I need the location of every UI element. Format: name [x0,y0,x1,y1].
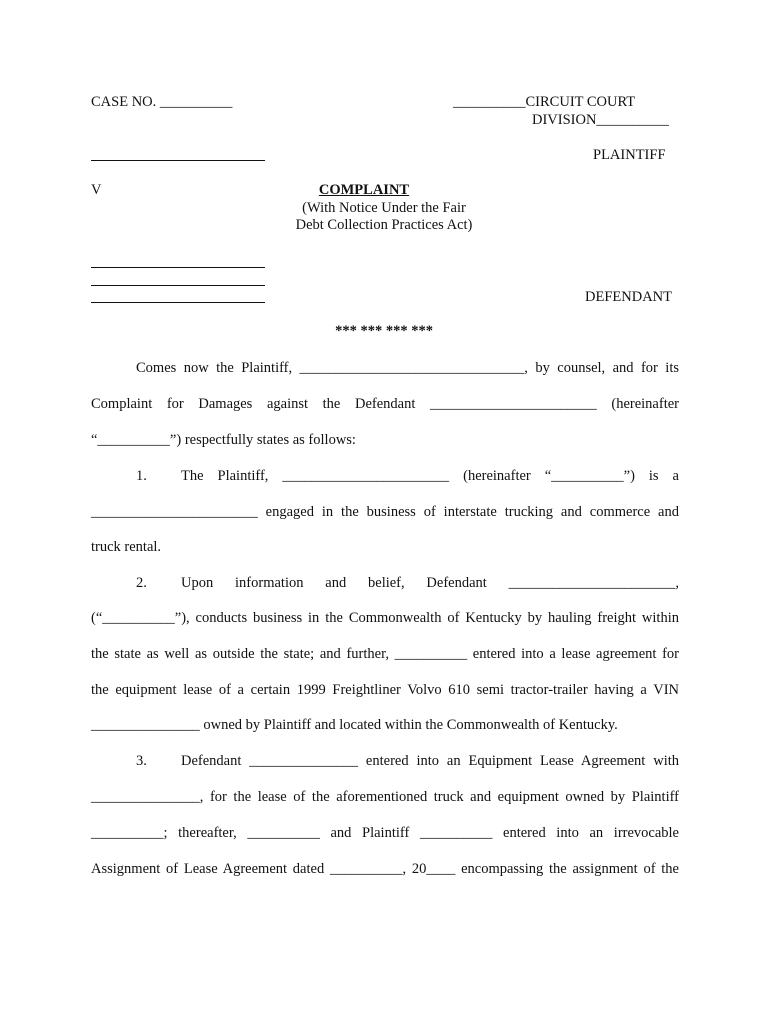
paragraph-number-2: 2. [136,575,147,591]
paragraph-3-line-3: __________; thereafter, __________ and Plaintiff __________ entered into an irrevocable [91,825,679,841]
paragraph-3-line-4: Assignment of Lease Agreement dated __________, 20____ encompassing the assignment of the [91,861,679,877]
plaintiff-label: PLAINTIFF [593,147,666,163]
defendant-name-blank-2 [91,285,265,286]
division: DIVISION__________ [532,112,669,128]
paragraph-number-3: 3. [136,753,147,769]
defendant-label: DEFENDANT [585,289,672,305]
intro-line-1: Comes now the Plaintiff, _______________________________, by counsel, and for its [136,360,679,376]
paragraph-2-line-1: Upon information and belief, Defendant _______________________, [181,575,679,591]
paragraph-2-line-5: _______________ owned by Plaintiff and located within the Commonwealth of Kentucky. [91,717,618,733]
complaint-heading: COMPLAINT [318,182,410,198]
paragraph-1-line-1: The Plaintiff, _______________________ (hereinafter “__________”) is a [181,468,679,484]
plaintiff-name-blank [91,160,265,161]
paragraph-3-line-1: Defendant _______________ entered into an Equipment Lease Agreement with [181,753,679,769]
complaint-subtitle-2: Debt Collection Practices Act) [295,217,473,233]
paragraph-2-line-2: (“__________”), conducts business in the Commonwealth of Kentucky by hauling freight within [91,610,679,626]
section-separator: *** *** *** *** [335,323,433,339]
paragraph-3-line-2: _______________, for the lease of the aforementioned truck and equipment owned by Plaintiff [91,789,679,805]
defendant-name-blank-3 [91,302,265,303]
circuit-court: __________CIRCUIT COURT [453,94,636,110]
case-number: CASE NO. __________ [91,94,233,110]
paragraph-number-1: 1. [136,468,147,484]
intro-line-3: “__________”) respectfully states as follows: [91,432,356,448]
paragraph-1-line-2: _______________________ engaged in the business of interstate trucking and commerce and [91,504,679,520]
paragraph-1-line-3: truck rental. [91,539,162,555]
versus-label: V [91,182,102,198]
paragraph-2-line-4: the equipment lease of a certain 1999 Freightliner Volvo 610 semi tractor-trailer having a VIN [91,682,679,698]
paragraph-2-line-3: the state as well as outside the state; and further, __________ entered into a lease agreement for [91,646,679,662]
complaint-title [264,182,464,199]
complaint-subtitle-1: (With Notice Under the Fair [302,200,466,216]
defendant-name-blank-1 [91,267,265,268]
intro-line-2: Complaint for Damages against the Defendant _______________________ (hereinafter [91,396,679,412]
